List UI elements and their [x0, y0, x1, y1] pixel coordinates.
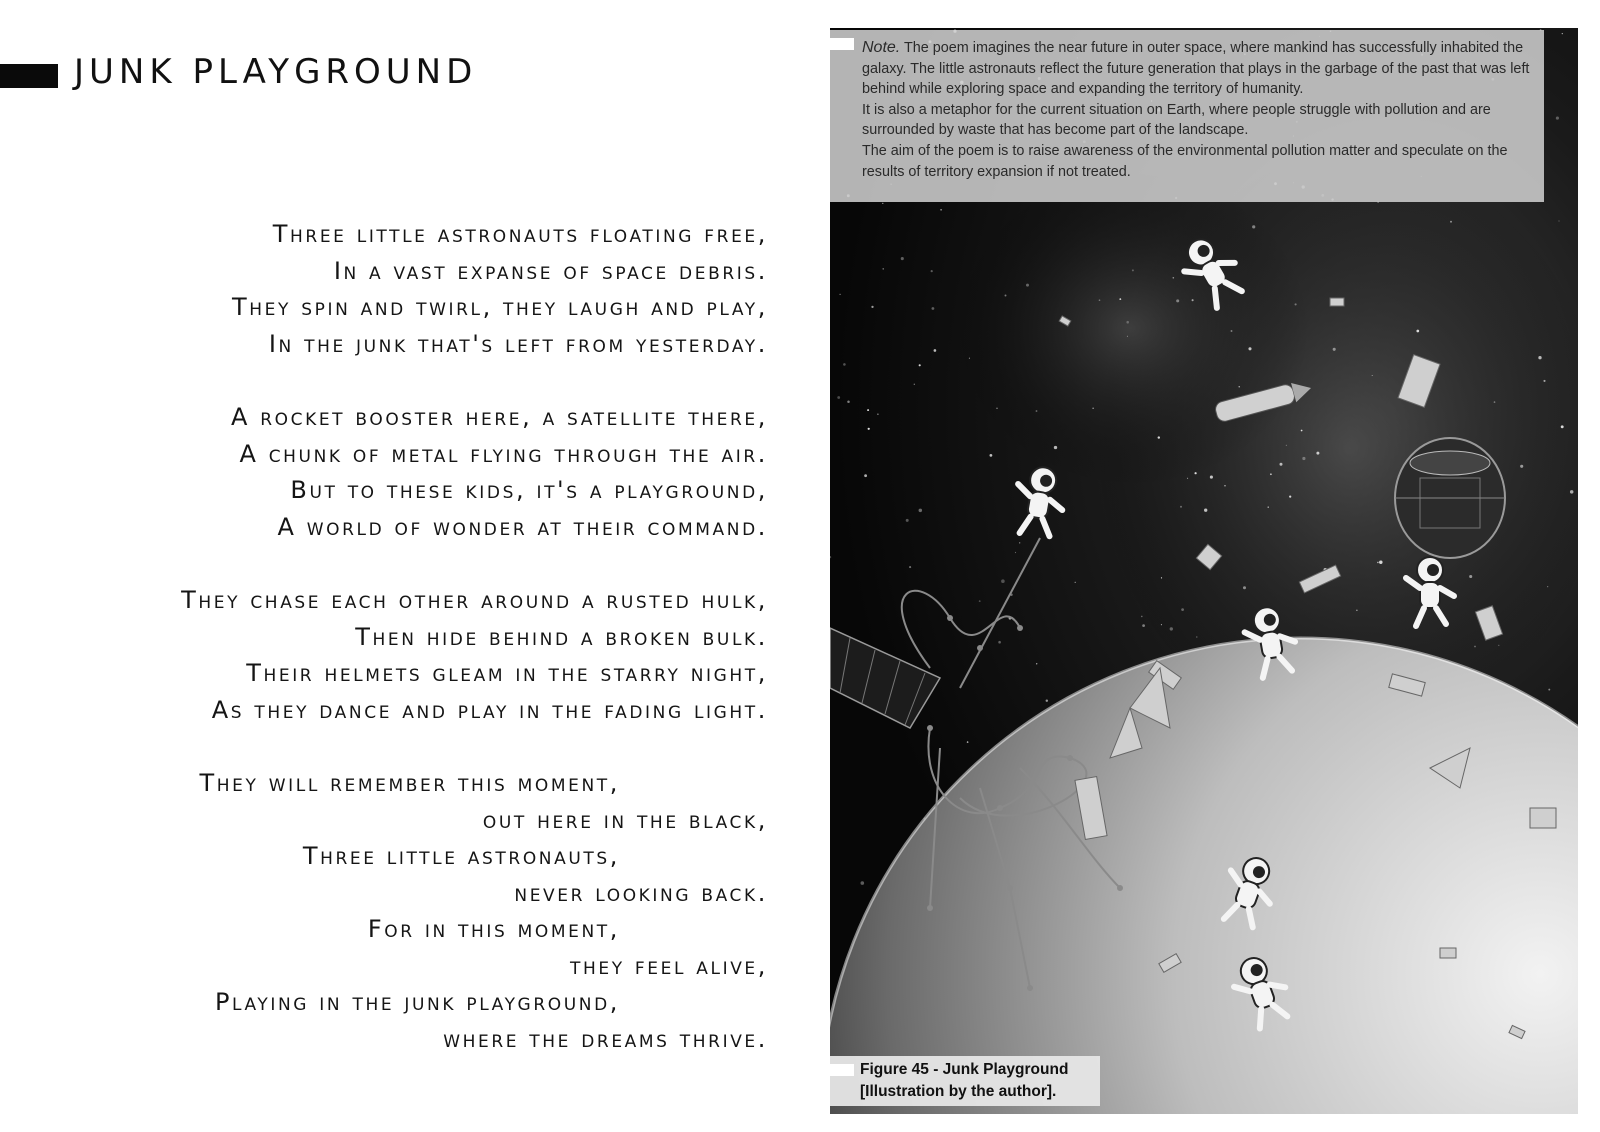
- star: [1075, 582, 1076, 583]
- star: [1268, 506, 1269, 507]
- star: [1379, 561, 1382, 564]
- star: [1158, 436, 1160, 438]
- star: [1173, 277, 1175, 279]
- star: [1333, 348, 1336, 351]
- star: [1548, 689, 1550, 691]
- star: [1161, 624, 1162, 625]
- star: [906, 519, 909, 522]
- star: [1538, 356, 1541, 359]
- star: [1562, 33, 1563, 34]
- star: [1302, 457, 1305, 460]
- star: [996, 408, 998, 410]
- figure-caption: [830, 1056, 1100, 1106]
- poem-line: they feel alive,: [570, 951, 768, 980]
- star: [1093, 408, 1094, 409]
- poem-line: never looking back.: [514, 878, 768, 907]
- star: [1132, 269, 1134, 271]
- poem-stanza-1: [40, 216, 768, 362]
- star: [1356, 610, 1357, 611]
- star: [919, 509, 922, 512]
- star: [871, 306, 873, 308]
- star: [1036, 663, 1037, 664]
- star: [1561, 425, 1564, 428]
- star: [1469, 575, 1472, 578]
- star: [1377, 562, 1379, 564]
- poem-line: A chunk of metal flying through the air.: [239, 439, 768, 468]
- note-paragraph: It is also a metaphor for the current situation on Earth, where people struggle with pollution and are surrounded by waste that has become part of the landscape.: [862, 101, 1491, 139]
- star: [1142, 624, 1145, 627]
- star: [843, 363, 846, 366]
- star: [934, 349, 937, 352]
- star: [1001, 579, 1005, 583]
- star: [861, 881, 865, 885]
- star: [1161, 577, 1162, 578]
- star: [1243, 586, 1246, 589]
- poem-line: In a vast expanse of space debris.: [333, 256, 768, 285]
- star: [1046, 699, 1048, 701]
- note-label: Note.: [862, 39, 901, 56]
- note-paragraph: The aim of the poem is to raise awareness of the environmental pollution matter and speculate on the results of territory expansion if not treated.: [862, 142, 1508, 180]
- star: [1494, 401, 1496, 403]
- star: [1196, 636, 1197, 637]
- star: [1280, 463, 1283, 466]
- star: [1126, 321, 1129, 324]
- poem-line: For in this moment,: [367, 915, 620, 943]
- poem: [40, 216, 768, 1094]
- star: [1187, 478, 1188, 479]
- star: [1289, 496, 1291, 498]
- star: [1270, 473, 1272, 475]
- star: [1054, 446, 1057, 449]
- star: [1547, 586, 1548, 587]
- star: [909, 566, 911, 568]
- star: [1224, 485, 1225, 486]
- poem-line: They will remember this moment,: [199, 769, 620, 797]
- space-station-debris: [1395, 438, 1505, 558]
- page-title: JUNK PLAYGROUND: [74, 52, 478, 92]
- star: [877, 413, 879, 415]
- star: [1474, 646, 1476, 648]
- caption-credit: [Illustration by the author].: [860, 1083, 1057, 1100]
- nebula-glow: [950, 168, 1310, 488]
- poem-line: A world of wonder at their command.: [277, 512, 768, 541]
- star: [1005, 295, 1007, 297]
- star: [1099, 299, 1101, 301]
- poem-line: Their helmets gleam in the starry night,: [246, 659, 768, 687]
- star: [1570, 490, 1573, 493]
- star: [1416, 330, 1419, 333]
- star: [979, 600, 981, 602]
- star: [1295, 303, 1297, 305]
- caption-title: Figure 45 - Junk Playground: [860, 1061, 1069, 1078]
- star: [932, 307, 935, 310]
- star: [931, 270, 933, 272]
- star: [1210, 476, 1213, 479]
- poem-line: where the dreams thrive.: [443, 1024, 768, 1053]
- star: [914, 384, 915, 385]
- solar-panel-debris: [830, 628, 940, 728]
- star: [1558, 220, 1559, 221]
- star: [998, 641, 1001, 644]
- star: [830, 556, 831, 558]
- poem-line: A rocket booster here, a satellite there,: [230, 403, 768, 431]
- star: [868, 428, 870, 430]
- star: [1194, 472, 1196, 474]
- star: [1520, 465, 1523, 468]
- star: [839, 294, 840, 295]
- title-marker-bar: [0, 64, 58, 88]
- caption-marker: [830, 1064, 854, 1076]
- star: [1248, 347, 1251, 350]
- star: [990, 454, 993, 457]
- poem-line: They spin and twirl, they laugh and play,: [232, 293, 768, 321]
- star: [919, 364, 921, 366]
- star: [969, 358, 970, 359]
- star: [1176, 299, 1179, 302]
- star: [1231, 330, 1233, 332]
- poem-stanza-2: [40, 399, 768, 545]
- star: [1180, 506, 1182, 508]
- star: [867, 409, 869, 411]
- star: [1316, 452, 1319, 455]
- star: [1286, 445, 1287, 446]
- star: [837, 396, 840, 399]
- star: [1019, 542, 1020, 543]
- star: [1141, 616, 1143, 618]
- poem-line: Then hide behind a broken bulk.: [355, 622, 768, 651]
- note-text: The poem imagines the near future in outer space, where mankind has successfully inhabited the galaxy. The little astronauts reflect the future generation that plays in the garbage of the past that was left behind while exploring space and expanding the territory of humanity.: [862, 40, 1530, 98]
- star: [901, 257, 904, 260]
- star: [847, 400, 850, 403]
- star: [1556, 117, 1559, 120]
- note-marker: [830, 38, 854, 50]
- star: [1036, 410, 1038, 412]
- poem-line: In the junk that's left from yesterday.: [268, 329, 768, 358]
- poem-line: Three little astronauts floating free,: [272, 220, 768, 248]
- star: [864, 474, 867, 477]
- star: [1170, 627, 1173, 630]
- planet: [830, 638, 1578, 1114]
- star: [1252, 225, 1255, 228]
- poem-line: Playing in the junk playground,: [214, 988, 620, 1016]
- star: [1127, 336, 1128, 337]
- star: [967, 741, 969, 743]
- note-paragraph: [862, 38, 1536, 100]
- poem-line: out here in the black,: [482, 805, 768, 834]
- star: [1026, 284, 1029, 287]
- star: [1301, 430, 1303, 432]
- star: [1543, 380, 1545, 382]
- star: [882, 203, 883, 204]
- star: [1239, 386, 1240, 387]
- star: [1372, 375, 1373, 376]
- poem-stanza-4: [40, 765, 768, 1057]
- poem-line: Three little astronauts,: [302, 842, 620, 870]
- poem-line: They chase each other around a rusted hulk,: [181, 586, 768, 614]
- star: [940, 209, 942, 211]
- star: [1192, 299, 1194, 301]
- star: [1119, 298, 1121, 300]
- star: [1015, 552, 1016, 553]
- star: [1450, 221, 1452, 223]
- star: [883, 268, 884, 269]
- poem-line: But to these kids, it's a playground,: [290, 476, 768, 504]
- poem-stanza-3: [40, 582, 768, 728]
- poem-line: As they dance and play in the fading light.: [211, 695, 768, 724]
- star: [1204, 509, 1207, 512]
- star: [1498, 645, 1499, 646]
- star: [1181, 608, 1184, 611]
- figure-note: [830, 30, 1544, 202]
